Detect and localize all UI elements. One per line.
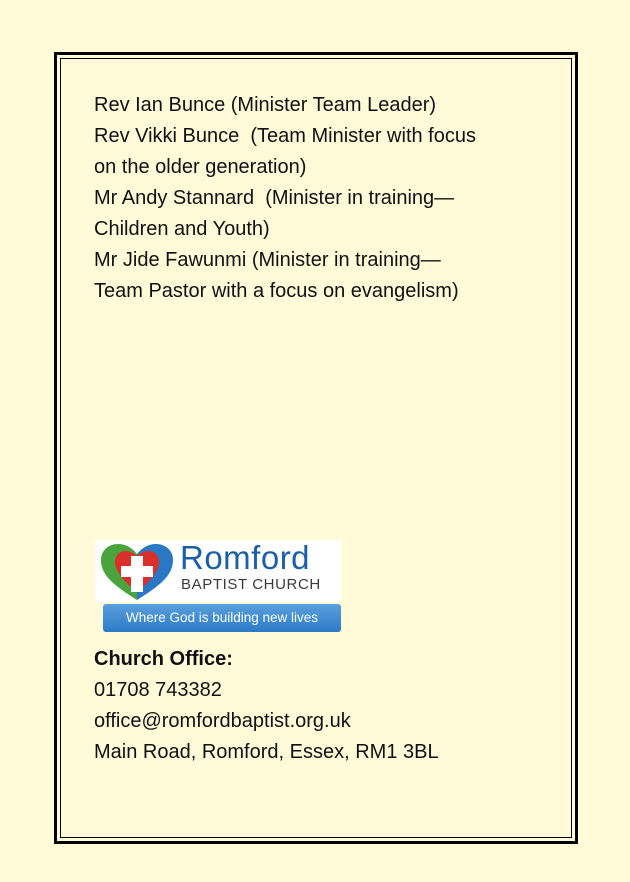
staff-line: on the older generation) <box>94 156 307 178</box>
office-phone: 01708 743382 <box>94 679 222 701</box>
staff-line: Mr Andy Stannard (Minister in training— <box>94 187 455 209</box>
staff-line: Children and Youth) <box>94 218 270 240</box>
staff-list <box>94 90 554 307</box>
staff-line: Rev Ian Bunce (Minister Team Leader) <box>94 94 437 116</box>
logo-tagline: Where God is building new lives <box>103 604 341 632</box>
office-address: Main Road, Romford, Essex, RM1 3BL <box>94 741 439 763</box>
church-logo <box>95 540 341 632</box>
office-email: office@romfordbaptist.org.uk <box>94 710 351 732</box>
church-office-info <box>94 644 439 768</box>
logo-subtitle: BAPTIST CHURCH <box>181 576 321 593</box>
heart-cross-icon <box>97 542 177 602</box>
staff-line: Team Pastor with a focus on evangelism) <box>94 280 459 302</box>
logo-name: Romford <box>180 539 311 576</box>
staff-line: Mr Jide Fawunmi (Minister in training— <box>94 249 441 271</box>
logo-banner <box>95 540 341 602</box>
office-heading: Church Office: <box>94 648 233 670</box>
staff-line: Rev Vikki Bunce (Team Minister with focus <box>94 125 476 147</box>
